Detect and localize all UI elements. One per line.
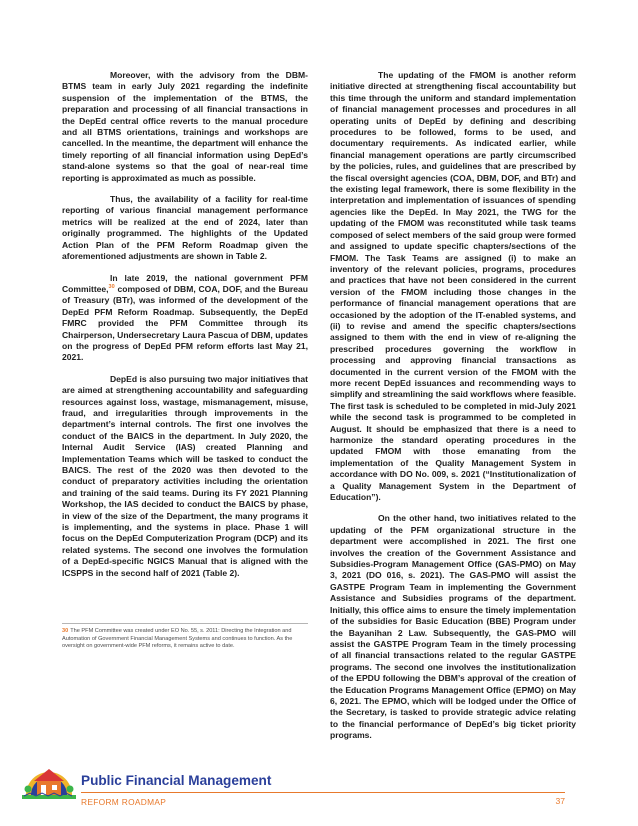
body-paragraph: The updating of the FMOM is another reform initiative directed at strengthening fiscal accountability but this time through the uniform and standard implementation of financial management processes and procedures in all operating units of DepEd by defining and describing procedures to be followed, forms to be used, and documentary requirements. As indicated earlier, while financial management operations are partly circumscribed by the policies, rules, and guidelines that are prescribed by the fiscal oversight agencies (COA, DBM, DOF, and BTr) and the existing legal framework, there is some flexibility in the interpretation and implementation of issuances of spending agencies like the DepEd. In May 2021, the TWG for the updating of the FMOM was reconstituted while task teams composed of select members of the said group were formed and assigned to update specific chapters/sections of the FMOM. The Task Teams are assigned (i) to make an inventory of the relevant policies, programs, procedures and practices that have not been considered in the current version of the FMOM including those changes in the performance of financial management operations that are occasioned by the adoption of the IT-enabled systems, and (ii) to revise and amend the specific chapters/sections assigned to them with the end in view of re-aligning the prescribed procedures governing the workflow in processing and approving financial transactions as documented in the current version of the FMOM with the more recent DepEd issuances and recommending ways to simplify and streamlining the said workflows where feasible. The first task is scheduled to be completed in mid-July 2021 while the second task is programmed to be completed in August. It should be emphasized that there is a need to harmonize the standard operating procedures in the updated FMOM with those emanating from the implementation of the Quality Management System in accordance with DO No. 009, s. 2021 (“Institutionalization of a Quality Management System in the Department of Education”). xyxy=(330,70,576,503)
body-paragraph-with-footnote xyxy=(62,273,308,364)
right-column xyxy=(330,70,576,752)
footnote-number: 30 xyxy=(62,628,69,634)
publication-subtitle: REFORM ROADMAP xyxy=(81,797,167,807)
footnote xyxy=(62,628,308,651)
left-column xyxy=(62,70,308,589)
paragraph-text: composed of DBM, COA, DOF, and the Bureau of Treasury (BTr), was informed of the development of the DepEd PFM Reform Roadmap. Subsequently, the DepEd FMRC provided the PFM Committee through its Chairperson, Undersecretary Laura Pascua of DBM, updates on the progress of DepEd PFM reform efforts last May 21, 2021. xyxy=(62,283,308,363)
body-paragraph: On the other hand, two initiatives related to the updating of the PFM organizational structure in the department were accomplished in 2021. The first one involves the creation of the Government Assistance and Subsidies-Program Management Office (GAS-PMO) on May 3, 2021 (DO 016, s. 2021). The GAS-PMO will assist the GASTPE Program Team in implementing the Government Assistance and Subsidies programs of the department. Initially, this office aims to ensure the timely implementation of the subsidies for Basic Education (BBE) Program under the Bayanihan 2 Law. Subsequently, the GAS-PMO will assist the GASTPE Program Team in the timely processing of all financial transactions related to the regular GASTPE programs. The second one involves the institutionalization of the EPDU following the DBM’s approval of the creation of the Education Programs Management Office (EPMO) on May 6, 2021. The EPMO, which will be lodged under the Office of the Secretary, is tasked to provide strategic advice relating to the financial performance of DepEd’s big ticket priority programs. xyxy=(330,513,576,741)
deped-logo-icon xyxy=(20,755,78,801)
footnote-reference[interactable]: 30 xyxy=(108,284,115,291)
footer-divider xyxy=(81,792,565,793)
paragraph-text: In late 2019, the national government PFM Committee, xyxy=(62,272,308,294)
page-number: 37 xyxy=(555,796,565,806)
publication-title: Public Financial Management xyxy=(81,773,272,788)
footnote-text: The PFM Committee was created under EO No. 55, s. 2011: Directing the Integration and Automation of Government Financial Management Systems and continues to function. As the oversight on government-wide PFM reforms, it remains active to date. xyxy=(62,628,293,649)
footnote-divider xyxy=(62,623,308,624)
body-paragraph: Thus, the availability of a facility for real-time reporting of various financial management performance metrics will be realized at the end of 2024, later than originally programmed. The highlights of the Updated Action Plan of the PFM Reform Roadmap given the aforementioned adjustments are shown in Table 2. xyxy=(62,194,308,262)
body-paragraph: Moreover, with the advisory from the DBM-BTMS team in early July 2021 regarding the indefinite suspension of the implementation of the BTMS, the preparation and processing of all financial transactions in the DepEd central office reverts to the manual procedure and all BTMS orientations, trainings and workshops are cancelled. In the meantime, the department will enhance the timely reporting of all financial information using DepEd’s stand-alone systems so that the goal of near-real time reporting is approximated as much as possible. xyxy=(62,70,308,183)
body-paragraph: DepEd is also pursuing two major initiatives that are aimed at strengthening accountability and safeguarding resources against loss, wastage, mismanagement, misuse, fraud, and irregularities through improvements in the department’s internal controls. The first one involves the conduct of the BAICS in the department. In July 2020, the Internal Audit Service (IAS) created Planning and Implementation Teams which will be tasked to conduct the BAICS. The rest of the 2020 was then devoted to the conduct of preparatory activities including the orientation and training of the said teams. During its FY 2021 Planning Workshop, the IAS decided to conduct the BAICS by phase, in view of the size of the Department, the many programs it is implementing, and the systems in place. Phase 1 will focus on the DepEd Computerization Program (DCP) and its related systems. The second one involves the formulation of a DepEd-specific NGICS Manual that is aligned with the ICSPPS in the second half of 2021 (Table 2). xyxy=(62,373,308,578)
